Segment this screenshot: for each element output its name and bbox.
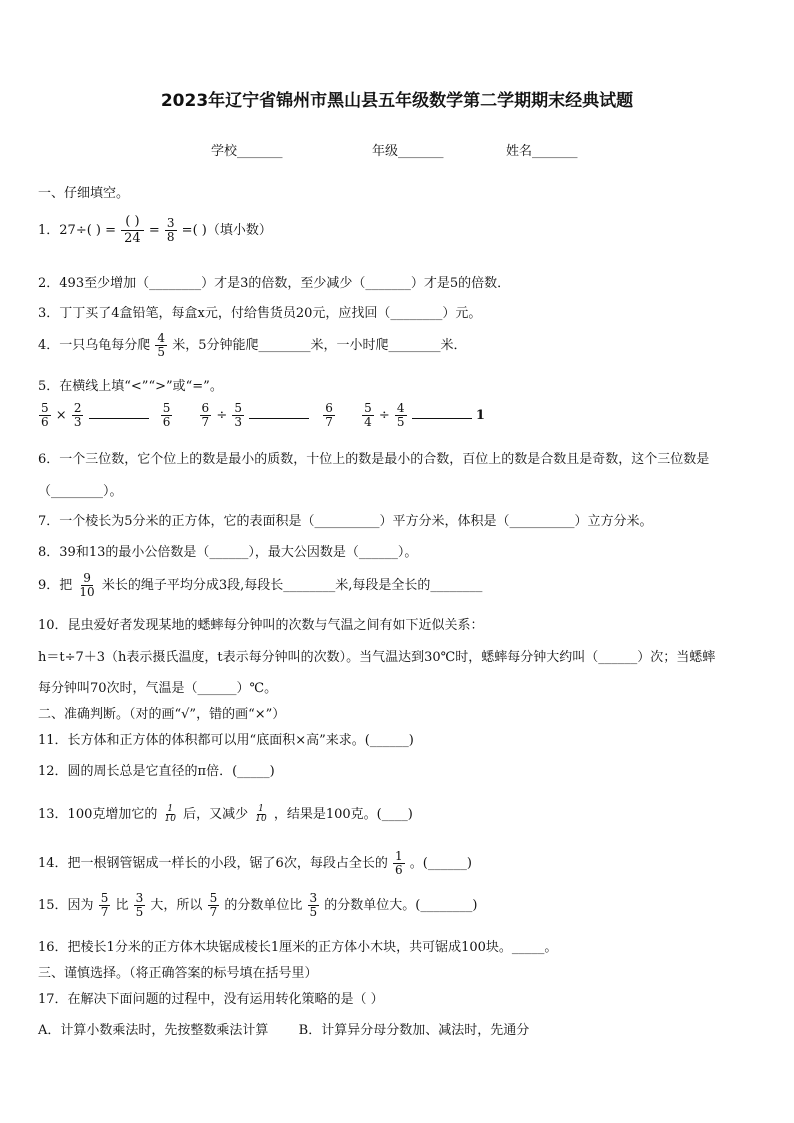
question-15: 15．因为 $\frac{5}{7}$ 比 $\frac{3}{5}$ 大，所以 $\frac{5}{7}$ 的分数单位比 $\frac{3}{5}$ 的分数单位大。(________) xyxy=(38,891,478,919)
option-b: B．计算异分母分数加、减法时，先通分 xyxy=(298,1023,530,1038)
question-9: 9．把 $\frac{9}{10}$ 米长的绳子平均分成3段,每段长________米,每段是全长的________ xyxy=(38,571,483,599)
fraction: $\frac{9}{10}$ xyxy=(79,571,95,599)
question-1: 1．27÷( ) = $\frac{( )}{24}$ = $\frac{3}{8}$ =( )（填小数） xyxy=(38,214,272,246)
fraction: $\frac{1}{10}$ xyxy=(255,804,267,824)
question-16: 16．把棱长1分米的正方体木块锯成棱长1厘米的正方体小木块，共可锯成100块。_____。 xyxy=(38,940,558,955)
fraction: $\frac{1}{10}$ xyxy=(164,804,176,824)
fraction-blank: $\frac{( )}{24}$ xyxy=(120,214,145,247)
question-12: 12．圆的周长总是它直径的π倍．(_____) xyxy=(38,764,275,779)
question-4: 4．一只乌龟每分爬 $\frac{4}{5}$ 米，5分钟能爬________米，一小时爬________米． xyxy=(38,331,467,359)
page-title: 2023年辽宁省锦州市黑山县五年级数学第二学期期末经典试题 xyxy=(160,91,634,111)
name-field: 姓名_______ xyxy=(506,144,578,159)
grade-field: 年级_______ xyxy=(372,144,444,159)
question-7: 7．一个棱长为5分米的正方体，它的表面积是（__________）平方分米，体积是（__________）立方分米。 xyxy=(38,514,653,529)
fraction: $\frac{4}{5}$ xyxy=(157,331,166,359)
question-6-cont: （________）。 xyxy=(38,484,123,499)
question-5: 5．在横线上填“<”“>”或“=”。 xyxy=(38,379,223,394)
question-8: 8．39和13的最小公倍数是（______），最大公因数是（______）。 xyxy=(38,545,418,560)
question-6: 6．一个三位数，它个位上的数是最小的质数，十位上的数是最小的合数，百位上的数是合数且是奇数，这个三位数是 xyxy=(38,452,710,467)
question-10-line2: h＝t÷7＋3（h表示摄氏温度，t表示每分钟叫的次数）。当气温达到30℃时，蟋蟀每分钟大约叫（______）次；当蟋蟀 xyxy=(38,650,716,665)
question-10-line3: 每分钟叫70次时，气温是（______）℃。 xyxy=(38,681,278,696)
answer-blank xyxy=(89,406,149,419)
section-heading-1: 一、仔细填空。 xyxy=(38,186,130,201)
question-11: 11．长方体和正方体的体积都可以用“底面积×高”来求。(______) xyxy=(38,733,414,748)
question-14: 14．把一根钢管锯成一样长的小段，锯了6次，每段占全长的 $\frac{1}{6}$ 。(______) xyxy=(38,849,472,877)
section-heading-3: 三、谨慎选择。（将正确答案的标号填在括号里） xyxy=(38,966,318,981)
question-10: 10．昆虫爱好者发现某地的蟋蟀每分钟叫的次数与气温之间有如下近似关系： xyxy=(38,618,484,633)
question-3: 3．丁丁买了4盒铅笔，每盒x元，付给售货员20元，应找回（________）元。 xyxy=(38,306,482,321)
question-5-expressions: $\frac{5}{6}$ × $\frac{2}{3}$ $\frac{5}{6}$ $\frac{6}{7}$ ÷ $\frac{5}{3}$ $\frac{6}{7}$ $\frac{5}{4}$ ÷ $\frac{4}{5}$ 1 xyxy=(41,401,485,429)
answer-blank xyxy=(412,406,472,419)
option-a: A．计算小数乘法时，先按整数乘法计算 xyxy=(38,1023,269,1038)
question-13: 13．100克增加它的 $\frac{1}{10}$ 后，又减少 $\frac{1}{10}$ ，结果是100克。(____) xyxy=(38,804,413,824)
question-2: 2．493至少增加（________）才是3的倍数，至少减少（_______）才是5的倍数． xyxy=(38,276,511,291)
section-heading-2: 二、准确判断。（对的画“√”，错的画“×”） xyxy=(38,707,286,722)
question-17-options xyxy=(38,1019,529,1038)
fraction: $\frac{1}{6}$ xyxy=(394,849,403,877)
answer-blank xyxy=(249,406,309,419)
fraction: $\frac{3}{8}$ xyxy=(166,216,175,244)
question-17: 17．在解决下面问题的过程中，没有运用转化策略的是（ ） xyxy=(38,992,384,1007)
school-field: 学校_______ xyxy=(211,144,283,159)
